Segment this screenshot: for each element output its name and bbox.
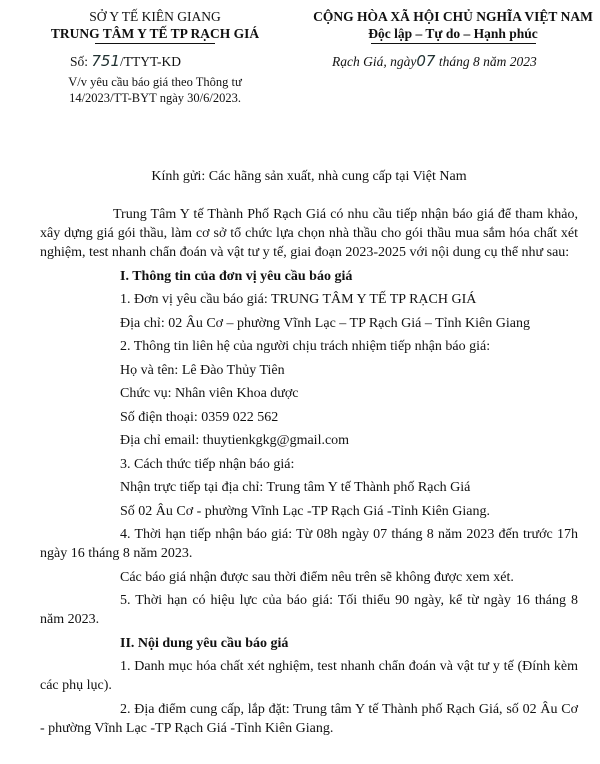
national-motto: Độc lập – Tự do – Hạnh phúc bbox=[368, 26, 538, 41]
document-number-handwritten: 751 bbox=[91, 52, 121, 70]
receive-location: Nhận trực tiếp tại địa chỉ: Trung tâm Y tế Thành phố Rạch Giá bbox=[120, 480, 471, 495]
issuing-authority bbox=[40, 8, 270, 44]
contact-position: Chức vụ: Nhân viên Khoa dược bbox=[120, 386, 299, 401]
subject-line-2: 14/2023/TT-BYT ngày 30/6/2023. bbox=[69, 91, 241, 105]
motto-underline bbox=[371, 43, 536, 44]
section-1-title: I. Thông tin của đơn vị yêu cầu báo giá bbox=[120, 268, 353, 284]
place-date-suffix: tháng 8 năm 2023 bbox=[438, 54, 537, 69]
organization-underline bbox=[95, 43, 215, 44]
place-date-prefix: Rạch Giá, ngày bbox=[332, 54, 417, 69]
section-1-item-3: 3. Cách thức tiếp nhận báo giá: bbox=[120, 456, 295, 472]
day-handwritten: 07 bbox=[416, 52, 436, 70]
section-2-item-2: 2. Địa điểm cung cấp, lắp đặt: Trung tâm Y tế Thành phố Rạch Giá, số 02 Âu Cơ - phường Vĩnh Lạc -TP Rạch Giá -Tỉnh Kiên Giang. bbox=[40, 701, 578, 736]
section-2-title: II. Nội dung yêu cầu báo giá bbox=[120, 635, 289, 651]
salutation: Kính gửi: Các hãng sản xuất, nhà cung cấp tại Việt Nam bbox=[151, 169, 467, 184]
country-name: CỘNG HÒA XÃ HỘI CHỦ NGHĨA VIỆT NAM bbox=[313, 9, 593, 24]
document-body bbox=[40, 205, 578, 738]
late-submission-note: Các báo giá nhận được sau thời điểm nêu trên sẽ không được xem xét. bbox=[120, 569, 514, 585]
document-number-suffix: /TTYT-KD bbox=[120, 54, 182, 69]
national-title bbox=[293, 8, 600, 44]
ministry-name: SỞ Y TẾ KIÊN GIANG bbox=[89, 9, 221, 24]
organization-name: TRUNG TÂM Y TẾ TP RẠCH GIÁ bbox=[50, 26, 260, 41]
document-header bbox=[40, 8, 593, 123]
section-1-item-4: 4. Thời hạn tiếp nhận báo giá: Từ 08h ngày 07 tháng 8 năm 2023 đến trước 17h ngày 16 tháng 8 năm 2023. bbox=[40, 527, 578, 561]
document-number bbox=[70, 52, 181, 70]
contact-email: Địa chỉ email: thuytienkgkg@gmail.com bbox=[120, 433, 350, 448]
requester-address: Địa chỉ: 02 Âu Cơ – phường Vĩnh Lạc – TP Rạch Giá – Tỉnh Kiên Giang bbox=[120, 315, 530, 331]
document-subject bbox=[40, 74, 270, 106]
document-number-prefix: Số: bbox=[70, 54, 89, 69]
intro-paragraph: Trung Tâm Y tế Thành Phố Rạch Giá có nhu cầu tiếp nhận báo giá để tham khảo, xây dựng giá gói thầu, làm cơ sở tổ chức lựa chọn nhà thầu cho gói thầu mua sắm hóa chất xét nghiệm, test nhanh chẩn đoán và vật tư y tế, giai đoạn 2023-2025 với nội dung cụ thể như sau: bbox=[40, 207, 578, 260]
section-1-item-2: 2. Thông tin liên hệ của người chịu trách nhiệm tiếp nhận báo giá: bbox=[120, 339, 491, 354]
contact-phone: Số điện thoại: 0359 022 562 bbox=[120, 409, 279, 425]
section-1-item-1: 1. Đơn vị yêu cầu báo giá: TRUNG TÂM Y TẾ TP RẠCH GIÁ bbox=[120, 292, 477, 307]
contact-name: Họ và tên: Lê Đào Thủy Tiên bbox=[120, 362, 285, 378]
section-2-item-1: 1. Danh mục hóa chất xét nghiệm, test nhanh chẩn đoán và vật tư y tế (Đính kèm các phụ lục). bbox=[40, 659, 578, 693]
receive-address: Số 02 Âu Cơ - phường Vĩnh Lạc -TP Rạch Giá -Tỉnh Kiên Giang. bbox=[120, 503, 491, 519]
section-1-item-5: 5. Thời hạn có hiệu lực của báo giá: Tối thiểu 90 ngày, kể từ ngày 16 tháng 8 năm 2023. bbox=[40, 593, 578, 627]
place-and-date bbox=[332, 52, 537, 70]
subject-line-1: V/v yêu cầu báo giá theo Thông tư bbox=[68, 75, 242, 89]
